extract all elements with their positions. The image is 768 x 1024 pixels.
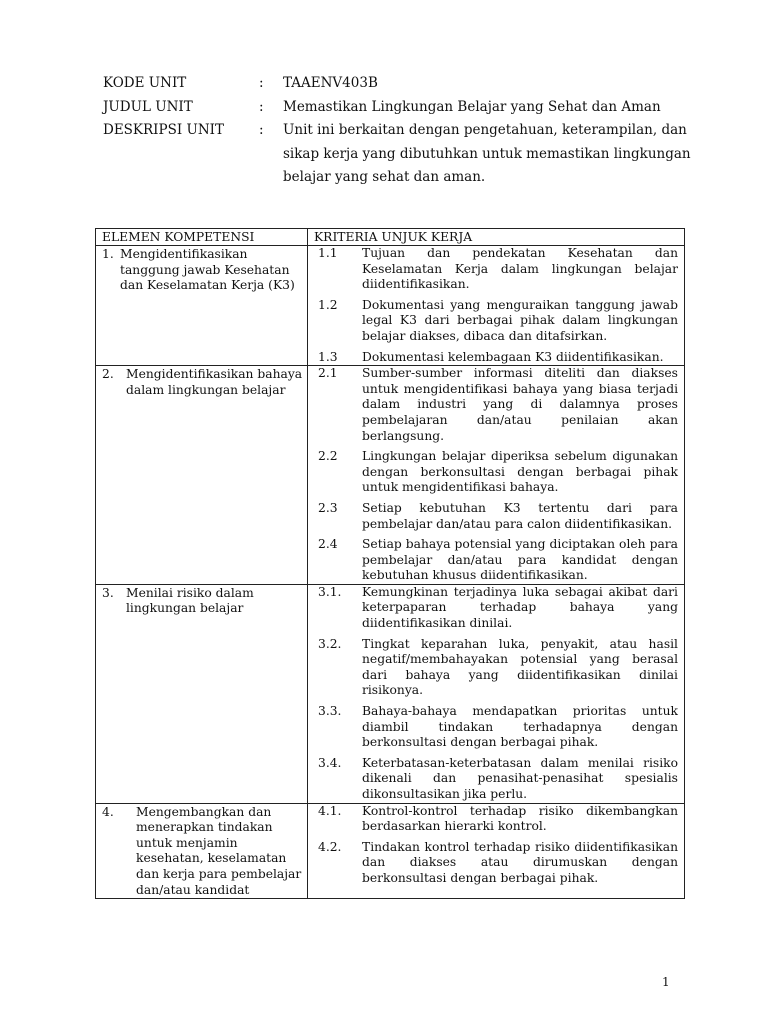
element-number: 1. [102,247,114,261]
criteria-text: Lingkungan belajar diperiksa sebelum digunakan dengan berkonsultasi dengan berbagai pihak untuk mengidentifikasi bahaya. [362,449,678,495]
table-row [96,803,685,899]
criteria-text: Dokumentasi kelembagaan K3 diidentifikasikan. [362,349,664,364]
criteria-item [308,840,684,887]
criteria-number: 3.3. [318,704,342,719]
criteria-number: 3.4. [318,755,342,770]
col-header-elemen: ELEMEN KOMPETENSI [96,229,308,246]
criteria-item [308,298,684,345]
criteria-item [308,366,684,444]
criteria-item [308,756,684,803]
colon: : [259,98,264,115]
criteria-number: 2.1 [318,366,338,381]
criteria-item [308,585,684,632]
kode-unit-label: KODE UNIT [103,75,187,91]
element-number: 2. [102,367,114,382]
deskripsi-unit-value: Unit ini berkaitan dengan pengetahuan, keterampilan, dan sikap kerja yang dibutuhkan untuk memastikan lingkungan belajar yang sehat dan aman. [283,122,691,185]
criteria-number: 2.3 [318,500,338,515]
criteria-text: Bahaya-bahaya mendapatkan prioritas untuk diambil tindakan terhadapnya dengan berkonsultasi dengan berbagai pihak. [362,704,678,750]
kode-unit-value: TAAENV403B [283,75,378,91]
element-text: Menilai risiko dalam lingkungan belajar [126,585,254,616]
table-row [96,584,685,803]
criteria-cell [308,366,685,585]
criteria-cell [308,803,685,899]
element-cell [96,803,308,899]
judul-unit-row [103,96,703,120]
criteria-item [308,537,684,584]
criteria-item [308,350,684,366]
kode-unit-row [103,72,703,96]
element-cell [96,366,308,585]
page-number: 1 [662,975,670,989]
element-cell [96,246,308,366]
table-header-row [96,229,685,246]
criteria-text: Keterbatasan-keterbatasan dalam menilai risiko dikenali dan penasihat-penasihat spesialis dikonsultasikan jika perlu. [362,755,678,801]
criteria-number: 1.1 [318,246,338,260]
element-text: Mengembangkan dan menerapkan tindakan untuk menjamin kesehatan, keselamatan dan kerja para pembelajar dan/atau kandidat [136,804,302,897]
criteria-text: Kemungkinan terjadinya luka sebagai akibat dari keterpaparan terhadap bahaya yang diidentifikasikan dinilai. [362,584,678,631]
criteria-number: 3.2. [318,636,342,651]
criteria-number: 3.1. [318,584,342,599]
criteria-text: Kontrol-kontrol terhadap risiko dikembangkan berdasarkan hierarki kontrol. [362,803,678,834]
criteria-item [308,449,684,496]
criteria-number: 4.2. [318,839,342,854]
element-text: Mengidentifikasikan tanggung jawab Kesehatan dan Keselamatan Kerja (K3) [120,247,295,293]
criteria-text: Setiap kebutuhan K3 tertentu dari para pembelajar dan/atau para calon diidentifikasikan. [362,500,678,531]
criteria-number: 2.2 [318,449,338,464]
element-number: 3. [102,585,114,600]
competency-table [95,228,685,899]
element-number: 4. [102,804,114,819]
criteria-item [308,804,684,835]
criteria-number: 1.2 [318,297,338,312]
criteria-item [308,501,684,532]
col-header-kriteria: KRITERIA UNJUK KERJA [308,229,685,246]
criteria-cell [308,246,685,366]
criteria-number: 2.4 [318,537,338,552]
criteria-text: Dokumentasi yang menguraikan tanggung jawab legal K3 dari berbagai pihak dalam lingkungan belajar diakses, dibaca dan ditafsirkan. [362,297,678,343]
judul-unit-label: JUDUL UNIT [103,98,193,115]
unit-header [103,72,703,190]
criteria-number: 1.3 [318,349,338,364]
criteria-text: Tindakan kontrol terhadap risiko diidentifikasikan dan diakses atau dirumuskan dengan berkonsultasi dengan berbagai pihak. [362,839,678,885]
criteria-item [308,246,684,293]
deskripsi-unit-label: DESKRIPSI UNIT [103,122,224,138]
criteria-number: 4.1. [318,803,342,818]
criteria-item [308,704,684,751]
judul-unit-value: Memastikan Lingkungan Belajar yang Sehat dan Aman [283,98,661,115]
deskripsi-unit-row [103,119,703,190]
criteria-text: Setiap bahaya potensial yang diciptakan oleh para pembelajar dan/atau para kandidat dengan kebutuhan khusus diidentifikasikan. [362,537,678,583]
element-cell [96,584,308,803]
criteria-item [308,637,684,699]
criteria-text: Sumber-sumber informasi diteliti dan diakses untuk mengidentifikasi bahaya yang biasa terjadi dalam industri yang di dalamnya proses pembelajaran dan/atau penilaian akan berlangsung. [362,366,678,443]
table-row [96,366,685,585]
colon: : [259,122,264,138]
criteria-cell [308,584,685,803]
colon: : [259,75,264,91]
criteria-text: Tujuan dan pendekatan Kesehatan dan Keselamatan Kerja dalam lingkungan belajar diidentifikasikan. [362,246,678,292]
element-text: Mengidentifikasikan bahaya dalam lingkungan belajar [126,367,303,397]
criteria-text: Tingkat keparahan luka, penyakit, atau hasil negatif/membahayakan potensial yang berasal dari bahaya yang diidentifikasikan dinilai risikonya. [362,636,678,698]
table-row [96,246,685,366]
